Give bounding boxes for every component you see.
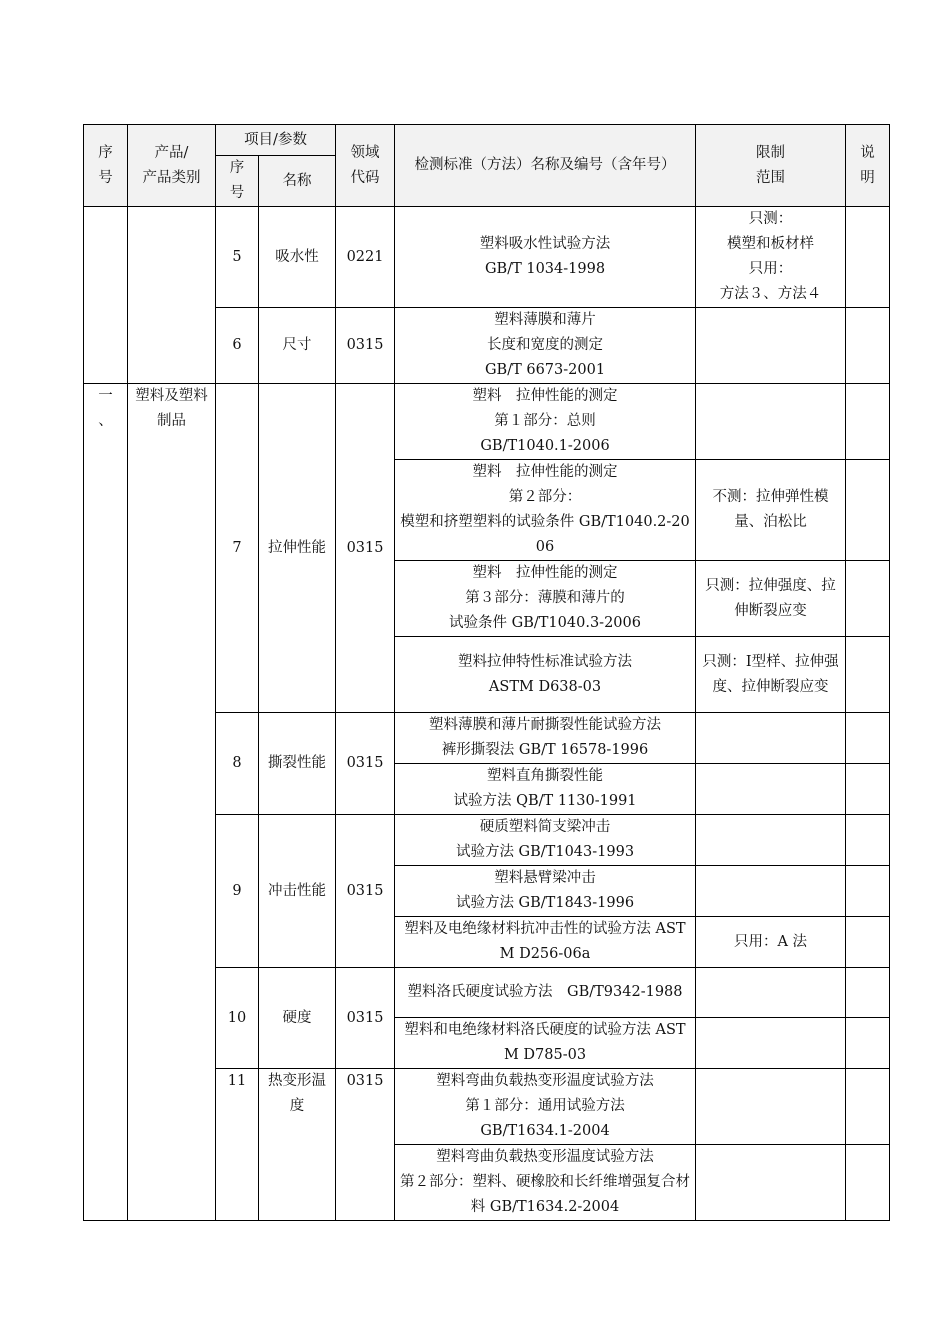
note-cell bbox=[846, 637, 890, 713]
item-name: 硬度 bbox=[259, 968, 336, 1069]
item-seq: 9 bbox=[216, 815, 259, 968]
standard-cell: 塑料及电绝缘材料抗冲击性的试验方法 ASTM D256-06a bbox=[395, 917, 696, 968]
header-item-group: 项目/参数 bbox=[216, 125, 336, 156]
header-field-code: 领域 代码 bbox=[336, 125, 395, 207]
standard-cell: 塑料直角撕裂性能 试验方法 QB/T 1130-1991 bbox=[395, 764, 696, 815]
standard-cell: 塑料 拉伸性能的测定 第２部分： 模塑和挤塑塑料的试验条件 GB/T1040.2-2006 bbox=[395, 460, 696, 561]
limit-cell: 只测：Ⅰ型样、拉伸强度、拉伸断裂应变 bbox=[696, 637, 846, 713]
table-header bbox=[84, 125, 890, 207]
limit-cell: 只测： 模塑和板材样 只用： 方法３、方法４ bbox=[696, 207, 846, 308]
standard-cell: 塑料洛氏硬度试验方法 GB/T9342-1988 bbox=[395, 968, 696, 1018]
standard-cell: 塑料薄膜和薄片 长度和宽度的测定 GB/T 6673-2001 bbox=[395, 308, 696, 384]
note-cell bbox=[846, 764, 890, 815]
note-cell bbox=[846, 308, 890, 384]
header-limit: 限制 范围 bbox=[696, 125, 846, 207]
note-cell bbox=[846, 815, 890, 866]
limit-cell: 只用：A 法 bbox=[696, 917, 846, 968]
item-code: 0221 bbox=[336, 207, 395, 308]
blank-seq-cell bbox=[84, 207, 128, 384]
limit-cell: 只测：拉伸强度、拉伸断裂应变 bbox=[696, 561, 846, 637]
item-name: 冲击性能 bbox=[259, 815, 336, 968]
limit-cell bbox=[696, 713, 846, 764]
item-name: 吸水性 bbox=[259, 207, 336, 308]
item-seq: 10 bbox=[216, 968, 259, 1069]
note-cell bbox=[846, 1145, 890, 1221]
item-seq: 11 bbox=[216, 1069, 259, 1221]
limit-cell bbox=[696, 815, 846, 866]
note-cell bbox=[846, 460, 890, 561]
category-seq: 一 、 bbox=[84, 384, 128, 1221]
limit-cell bbox=[696, 308, 846, 384]
limit-cell bbox=[696, 1018, 846, 1069]
item-code: 0315 bbox=[336, 1069, 395, 1221]
note-cell bbox=[846, 1018, 890, 1069]
item-name: 拉伸性能 bbox=[259, 384, 336, 713]
standard-cell: 塑料悬臂梁冲击 试验方法 GB/T1843-1996 bbox=[395, 866, 696, 917]
note-cell bbox=[846, 1069, 890, 1145]
item-seq: 5 bbox=[216, 207, 259, 308]
note-cell bbox=[846, 384, 890, 460]
item-seq: 7 bbox=[216, 384, 259, 713]
standard-cell: 塑料 拉伸性能的测定 第３部分：薄膜和薄片的 试验条件 GB/T1040.3-2006 bbox=[395, 561, 696, 637]
header-category: 产品/ 产品类别 bbox=[128, 125, 216, 207]
limit-cell bbox=[696, 384, 846, 460]
header-standard: 检测标准（方法）名称及编号（含年号） bbox=[395, 125, 696, 207]
limit-cell bbox=[696, 1145, 846, 1221]
limit-cell: 不测：拉伸弹性模量、泊松比 bbox=[696, 460, 846, 561]
header-item-seq: 序 号 bbox=[216, 156, 259, 207]
item-code: 0315 bbox=[336, 713, 395, 815]
item-name: 尺寸 bbox=[259, 308, 336, 384]
table-body bbox=[84, 207, 890, 1221]
standard-cell: 塑料弯曲负载热变形温度试验方法 第１部分：通用试验方法 GB/T1634.1-2004 bbox=[395, 1069, 696, 1145]
note-cell bbox=[846, 917, 890, 968]
limit-cell bbox=[696, 764, 846, 815]
limit-cell bbox=[696, 866, 846, 917]
table-row bbox=[84, 384, 890, 460]
note-cell bbox=[846, 207, 890, 308]
note-cell bbox=[846, 866, 890, 917]
category-name: 塑料及塑料制品 bbox=[128, 384, 216, 1221]
standard-cell: 塑料弯曲负载热变形温度试验方法 第２部分：塑料、硬橡胶和长纤维增强复合材料 GB/T1634.2-2004 bbox=[395, 1145, 696, 1221]
standard-cell: 塑料吸水性试验方法 GB/T 1034-1998 bbox=[395, 207, 696, 308]
standard-cell: 塑料薄膜和薄片耐撕裂性能试验方法 裤形撕裂法 GB/T 16578-1996 bbox=[395, 713, 696, 764]
header-note: 说 明 bbox=[846, 125, 890, 207]
standard-cell: 塑料和电绝缘材料洛氏硬度的试验方法 ASTM D785-03 bbox=[395, 1018, 696, 1069]
item-code: 0315 bbox=[336, 308, 395, 384]
item-name: 热变形温度 bbox=[259, 1069, 336, 1221]
item-code: 0315 bbox=[336, 384, 395, 713]
header-seq: 序 号 bbox=[84, 125, 128, 207]
limit-cell bbox=[696, 968, 846, 1018]
item-seq: 6 bbox=[216, 308, 259, 384]
item-code: 0315 bbox=[336, 815, 395, 968]
item-name: 撕裂性能 bbox=[259, 713, 336, 815]
note-cell bbox=[846, 968, 890, 1018]
standard-cell: 硬质塑料简支梁冲击 试验方法 GB/T1043-1993 bbox=[395, 815, 696, 866]
note-cell bbox=[846, 561, 890, 637]
limit-cell bbox=[696, 1069, 846, 1145]
item-code: 0315 bbox=[336, 968, 395, 1069]
item-seq: 8 bbox=[216, 713, 259, 815]
blank-category-cell bbox=[128, 207, 216, 384]
standard-cell: 塑料 拉伸性能的测定 第１部分：总则 GB/T1040.1-2006 bbox=[395, 384, 696, 460]
header-item-name: 名称 bbox=[259, 156, 336, 207]
note-cell bbox=[846, 713, 890, 764]
table-row bbox=[84, 207, 890, 308]
standard-cell: 塑料拉伸特性标准试验方法 ASTM D638-03 bbox=[395, 637, 696, 713]
scope-table bbox=[83, 124, 890, 1221]
